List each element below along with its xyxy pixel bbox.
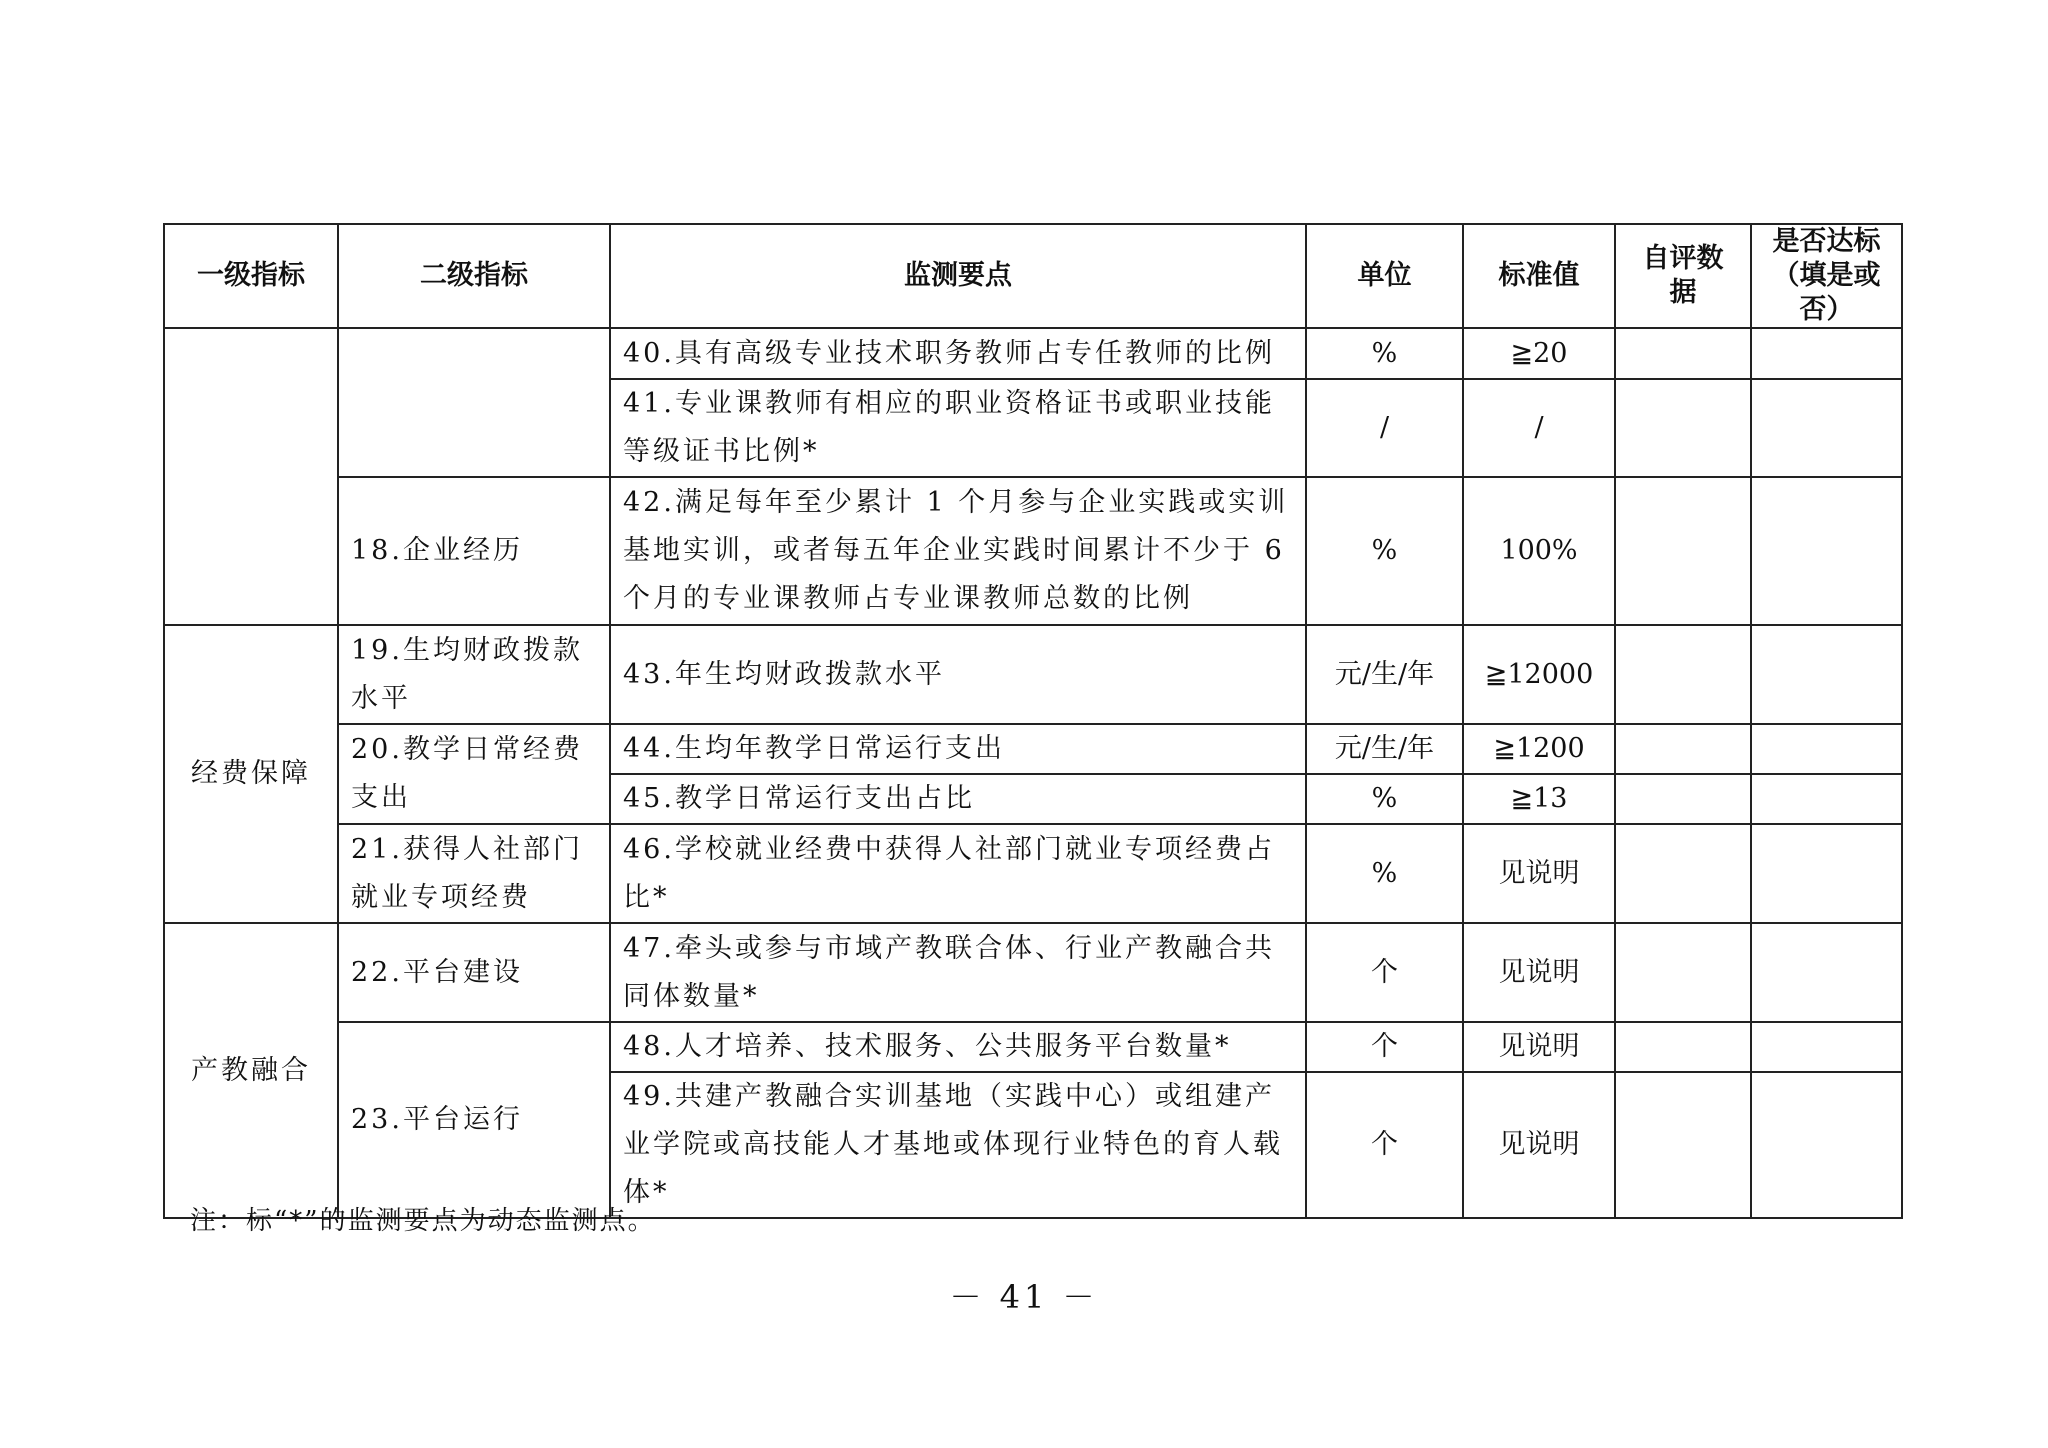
- group-funding: 经费保障: [164, 625, 338, 923]
- unit-cell: %: [1306, 328, 1463, 379]
- table-row: [164, 1022, 1902, 1072]
- sub-indicator-23: 23.平台运行: [338, 1022, 610, 1218]
- standard-cell: /: [1463, 379, 1615, 477]
- unit-cell: %: [1306, 477, 1463, 625]
- point-cell: 43.年生均财政拨款水平: [610, 625, 1306, 724]
- unit-cell: 个: [1306, 923, 1463, 1022]
- point-cell: 40.具有高级专业技术职务教师占专任教师的比例: [610, 328, 1306, 379]
- unit-cell: %: [1306, 824, 1463, 923]
- page-number: － 41 －: [949, 1278, 1099, 1316]
- achieved-cell[interactable]: [1751, 477, 1902, 625]
- point-cell: 45.教学日常运行支出占比: [610, 774, 1306, 824]
- self-eval-cell[interactable]: [1615, 379, 1751, 477]
- achieved-cell[interactable]: [1751, 724, 1902, 774]
- achieved-cell[interactable]: [1751, 379, 1902, 477]
- table-row: [164, 824, 1902, 923]
- point-cell: 47.牵头或参与市域产教联合体、行业产教融合共同体数量*: [610, 923, 1306, 1022]
- sub-indicator-18: 18.企业经历: [338, 477, 610, 625]
- point-cell: 48.人才培养、技术服务、公共服务平台数量*: [610, 1022, 1306, 1072]
- self-eval-cell[interactable]: [1615, 724, 1751, 774]
- header-achieved: [1751, 224, 1902, 328]
- unit-cell: 元/生/年: [1306, 625, 1463, 724]
- header-self-eval-line2: 据: [1669, 277, 1697, 308]
- point-cell: 41.专业课教师有相应的职业资格证书或职业技能等级证书比例*: [610, 379, 1306, 477]
- unit-cell: 个: [1306, 1072, 1463, 1218]
- table-row: [164, 724, 1902, 774]
- standard-cell: ≧20: [1463, 328, 1615, 379]
- group-cell-blank: [164, 328, 338, 625]
- standard-cell: ≧13: [1463, 774, 1615, 824]
- header-self-eval-line1: 自评数: [1642, 243, 1724, 274]
- achieved-cell[interactable]: [1751, 1022, 1902, 1072]
- standard-cell: ≧1200: [1463, 724, 1615, 774]
- table-row: [164, 477, 1902, 625]
- header-level2: 二级指标: [338, 224, 610, 328]
- self-eval-cell[interactable]: [1615, 824, 1751, 923]
- achieved-cell[interactable]: [1751, 923, 1902, 1022]
- unit-cell: 个: [1306, 1022, 1463, 1072]
- achieved-cell[interactable]: [1751, 774, 1902, 824]
- achieved-cell[interactable]: [1751, 328, 1902, 379]
- self-eval-cell[interactable]: [1615, 923, 1751, 1022]
- self-eval-cell[interactable]: [1615, 1022, 1751, 1072]
- indicator-table: [163, 223, 1903, 1219]
- self-eval-cell[interactable]: [1615, 477, 1751, 625]
- table-row: [164, 328, 1902, 379]
- self-eval-cell[interactable]: [1615, 625, 1751, 724]
- group-integration: 产教融合: [164, 923, 338, 1218]
- header-standard: 标准值: [1463, 224, 1615, 328]
- table-row: [164, 923, 1902, 1022]
- point-cell: 44.生均年教学日常运行支出: [610, 724, 1306, 774]
- standard-cell: 100%: [1463, 477, 1615, 625]
- footnote: 注：标“*”的监测要点为动态监测点。: [190, 1206, 656, 1236]
- unit-cell: %: [1306, 774, 1463, 824]
- header-row: [164, 224, 1902, 328]
- achieved-cell[interactable]: [1751, 824, 1902, 923]
- header-points: 监测要点: [610, 224, 1306, 328]
- standard-cell: 见说明: [1463, 923, 1615, 1022]
- standard-cell: 见说明: [1463, 824, 1615, 923]
- sub-cell-blank: [338, 328, 610, 477]
- point-cell: 42.满足每年至少累计 1 个月参与企业实践或实训基地实训，或者每五年企业实践时间累计不少于 6 个月的专业课教师占专业课教师总数的比例: [610, 477, 1306, 625]
- header-unit: 单位: [1306, 224, 1463, 328]
- header-achieved-line3: 否）: [1799, 294, 1854, 325]
- standard-cell: 见说明: [1463, 1022, 1615, 1072]
- unit-cell: /: [1306, 379, 1463, 477]
- header-achieved-line2: （填是或: [1772, 260, 1881, 291]
- table-row: [164, 625, 1902, 724]
- sub-indicator-19: 19.生均财政拨款水平: [338, 625, 610, 724]
- achieved-cell[interactable]: [1751, 625, 1902, 724]
- header-level1: 一级指标: [164, 224, 338, 328]
- sub-indicator-21: 21.获得人社部门就业专项经费: [338, 824, 610, 923]
- header-achieved-line1: 是否达标: [1772, 226, 1881, 257]
- standard-cell: ≧12000: [1463, 625, 1615, 724]
- point-cell: 46.学校就业经费中获得人社部门就业专项经费占比*: [610, 824, 1306, 923]
- sub-indicator-20: 20.教学日常经费支出: [338, 724, 610, 824]
- point-cell: 49.共建产教融合实训基地（实践中心）或组建产业学院或高技能人才基地或体现行业特色的育人载体*: [610, 1072, 1306, 1218]
- sub-indicator-22: 22.平台建设: [338, 923, 610, 1022]
- unit-cell: 元/生/年: [1306, 724, 1463, 774]
- self-eval-cell[interactable]: [1615, 774, 1751, 824]
- standard-cell: 见说明: [1463, 1072, 1615, 1218]
- header-self-eval: [1615, 224, 1751, 328]
- achieved-cell[interactable]: [1751, 1072, 1902, 1218]
- self-eval-cell[interactable]: [1615, 1072, 1751, 1218]
- self-eval-cell[interactable]: [1615, 328, 1751, 379]
